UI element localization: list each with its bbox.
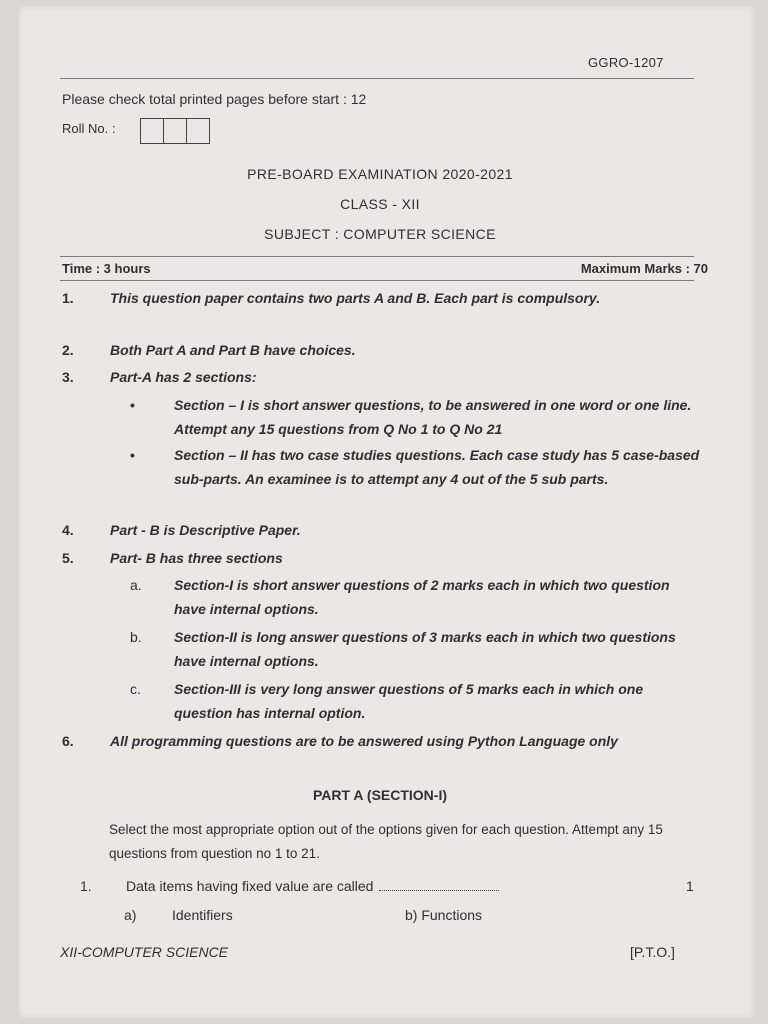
instruction-number: 4. (62, 522, 74, 538)
roll-number-label: Roll No. : (62, 121, 116, 136)
exam-paper (18, 6, 754, 1018)
paper-code: GGRO-1207 (588, 55, 664, 70)
instruction-text: Part - B is Descriptive Paper. (110, 522, 301, 538)
part-a-heading: PART A (SECTION-I) (312, 787, 448, 803)
question-number: 1. (80, 878, 92, 894)
roll-box (186, 118, 210, 144)
time-allowed: Time : 3 hours (62, 261, 151, 276)
question-text (126, 878, 499, 894)
divider (60, 78, 694, 79)
roll-box (163, 118, 187, 144)
instruction-number: 2. (62, 342, 74, 358)
section-text: Section – II has two case studies questions. Each case study has 5 case-based sub-parts. An examinee is to attempt any 4 out of the 5 sub parts. (174, 447, 700, 487)
subject-title: SUBJECT : COMPUTER SCIENCE (264, 226, 496, 242)
item-marker: b. (130, 629, 142, 645)
footer-pto: [P.T.O.] (630, 944, 675, 960)
part-b-section-item (130, 677, 704, 725)
instruction-number: 3. (62, 369, 74, 385)
class-title: CLASS - XII (340, 196, 420, 212)
item-marker: a. (130, 577, 142, 593)
option-b: b) Functions (405, 907, 483, 923)
section-text: Section – I is short answer questions, to be answered in one word or one line. Attempt any 15 questions from Q No 1 to Q No 21 (174, 397, 692, 437)
instruction-number: 5. (62, 550, 74, 566)
roll-number-boxes (140, 118, 209, 144)
maximum-marks: Maximum Marks : 70 (580, 261, 708, 276)
section-text: Section-II is long answer questions of 3 marks each in which two questions have internal options. (174, 629, 676, 669)
part-a-section-item (130, 443, 704, 491)
part-a-instructions: Select the most appropriate option out of the options given for each question. Attempt any 15 questions from question no 1 to 21. (109, 822, 663, 861)
bullet-marker: • (130, 447, 135, 463)
option-a-label: a) (124, 907, 137, 923)
question-stem: Data items having fixed value are called (126, 878, 374, 894)
part-b-section-item (130, 573, 704, 621)
roll-box (140, 118, 164, 144)
bullet-marker: • (130, 397, 135, 413)
instruction-text: Both Part A and Part B have choices. (110, 342, 356, 358)
option-a: Identifiers (172, 907, 233, 923)
instruction-text: This question paper contains two parts A and B. Each part is compulsory. (110, 290, 601, 306)
footer-subject: XII-COMPUTER SCIENCE (60, 944, 229, 960)
instruction-text: Part-A has 2 sections: (110, 369, 257, 385)
instruction-text: Part- B has three sections (110, 550, 283, 566)
item-marker: c. (130, 681, 141, 697)
section-text: Section-III is very long answer questions of 5 marks each in which one question has internal option. (174, 681, 644, 721)
answer-blank (379, 890, 499, 891)
exam-title: PRE-BOARD EXAMINATION 2020-2021 (247, 166, 513, 182)
instruction-text: All programming questions are to be answered using Python Language only (110, 733, 618, 749)
instruction-number: 1. (62, 290, 74, 306)
divider (60, 256, 694, 257)
divider (60, 280, 694, 281)
check-pages-note: Please check total printed pages before start : 12 (62, 91, 367, 107)
part-a-section-item (130, 393, 704, 441)
question-marks: 1 (686, 878, 694, 894)
part-b-section-item (130, 625, 704, 673)
section-text: Section-I is short answer questions of 2 marks each in which two question have internal options. (174, 577, 670, 617)
instruction-number: 6. (62, 733, 74, 749)
